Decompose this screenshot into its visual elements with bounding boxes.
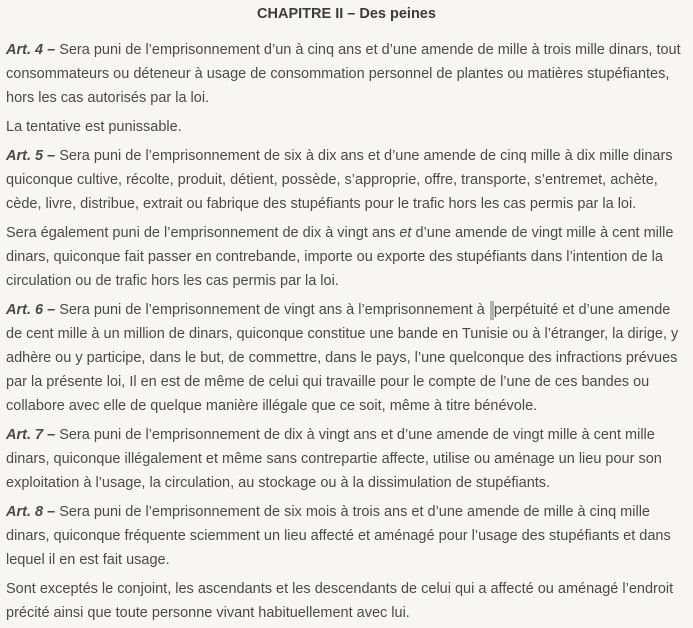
italic-text-run: et	[399, 225, 412, 241]
text-run: d’une amende de vingt mille à cent mille dinars, quiconque fait passer en contrebande, importe ou exporte des stupéfiants dans l’intention de la circulation ou de trafic hors les cas permis par la loi.	[6, 225, 674, 289]
paragraph-article-8	[6, 500, 687, 572]
paragraph-article-4	[6, 38, 687, 110]
paragraph-article-5-contrebande	[6, 221, 687, 293]
text-run: La tentative est punissable.	[6, 119, 182, 135]
text-run: Sont exceptés le conjoint, les ascendants et les descendants de celui qui a affecté ou aménagé l’endroit précité ainsi que toute personne vivant habituellement avec lui.	[6, 581, 674, 621]
text-run: Sera puni de l’emprisonnement de six mois à trois ans et d’une amende de mille à cinq mille dinars, quiconque fréquente sciemment un lieu affecté et aménagé pour l’usage des stupéfiants et dans lequel il en est fait usage.	[6, 504, 671, 568]
paragraph-tentative-note	[6, 115, 687, 139]
article-label: Art. 4 –	[6, 42, 56, 58]
paragraph-article-7	[6, 423, 687, 495]
text-run: Sera puni de l’emprisonnement de dix à vingt ans et d’une amende de vingt mille à cent mille dinars, quiconque illégalement et même sans contrepartie affecte, utilise ou aménage un lieu pour son exploitation à l’usage, la circulation, au stockage ou à la dissimulation de stupéfiants.	[6, 427, 662, 491]
paragraph-article-5	[6, 144, 687, 216]
document-body	[6, 38, 687, 625]
text-run: Sera puni de l’emprisonnement de six à dix ans et d’une amende de cinq mille à dix mille dinars quiconque cultive, récolte, produit, détient, possède, s’approprie, offre, transporte, s’entremet, achète, cède, livre, distribue, extrait ou fabrique des stupéfiants pour le trafic hors les cas permis par la loi.	[6, 148, 673, 212]
article-label: Art. 5 –	[6, 148, 56, 164]
article-label: Art. 7 –	[6, 427, 56, 443]
paragraph-exceptions-note	[6, 577, 687, 625]
article-label: Art. 8 –	[6, 504, 56, 520]
chapter-title: CHAPITRE II – Des peines	[257, 6, 436, 22]
text-run: Sera puni de l’emprisonnement d’un à cinq ans et d’une amende de mille à trois mille dinars, tout consommateurs ou déteneur à usage de consommation personnel de plantes ou matières stupéfiantes, hors les cas autorisés par la loi.	[6, 42, 681, 106]
text-run: Sera puni de l’emprisonnement de vingt ans à l’emprisonnement à	[55, 302, 489, 318]
text-run: perpétuité et d’une amende de cent mille à un million de dinars, quiconque constitue une bande en Tunisie ou à l’étranger, la dirige, y adhère ou y participe, dans le but, de commettre, dans le pays, l’une quelconque des infractions prévues par la présente loi, Il en est de même de celui qui travaille pour le compte de l’une de ces bandes ou collabore avec elle de quelque manière illégale que ce soit, même à titre bénévole.	[6, 302, 679, 414]
text-run: Sera également puni de l’emprisonnement de dix à vingt ans	[6, 225, 400, 241]
paragraph-article-6	[6, 298, 687, 418]
article-label: Art. 6 –	[6, 302, 56, 318]
